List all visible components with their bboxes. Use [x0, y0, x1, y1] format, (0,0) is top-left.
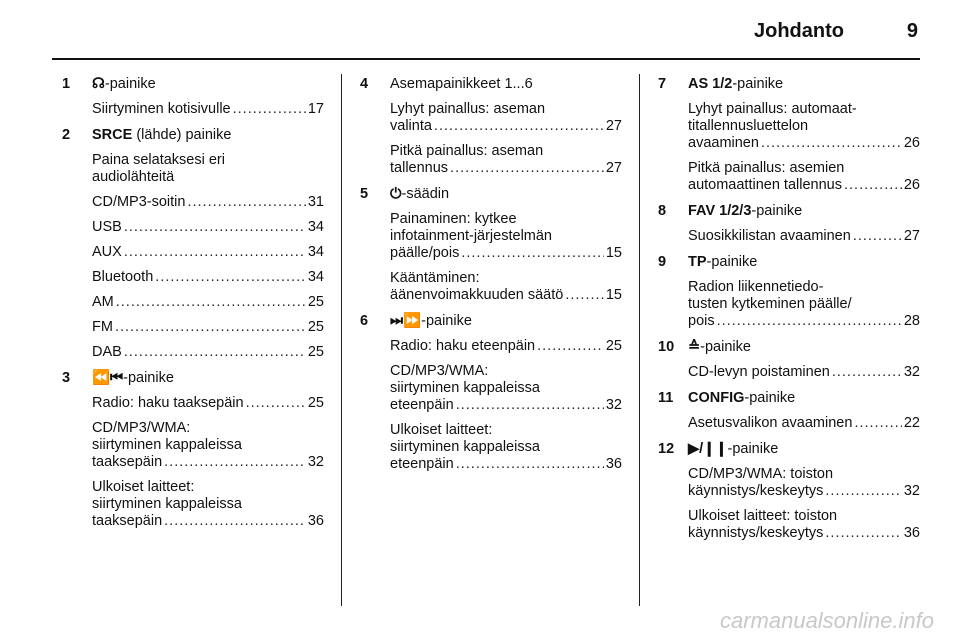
control-number: 2 — [62, 127, 71, 143]
control-title — [688, 76, 920, 93]
index-entry — [688, 466, 920, 500]
index-entry — [390, 338, 622, 355]
index-entry — [688, 279, 920, 330]
entry-text: Paina selataksesi eri — [92, 152, 225, 168]
entry-text: Ulkoiset laitteet: — [390, 422, 493, 438]
entry-reference — [92, 513, 324, 530]
control-heading — [658, 441, 920, 458]
control-number: 7 — [658, 76, 667, 92]
entry-text: pois — [688, 313, 715, 329]
control-item — [360, 76, 622, 177]
dot-leader — [853, 228, 902, 245]
dot-leader — [832, 364, 902, 381]
index-entry — [688, 101, 920, 152]
entry-text: AM — [92, 294, 114, 310]
entry-text: Lyhyt painallus: automaat- — [688, 101, 857, 117]
control-heading — [658, 203, 920, 220]
entry-reference — [688, 313, 920, 330]
dot-leader — [461, 245, 604, 262]
entry-reference — [688, 415, 920, 432]
entry-text: siirtyminen kappaleissa — [92, 437, 242, 453]
dot-leader — [717, 313, 902, 330]
entry-text: Suosikkilistan avaaminen — [688, 228, 851, 244]
entry-text: eteenpäin — [390, 397, 454, 413]
control-title — [92, 370, 324, 387]
index-entry — [92, 395, 324, 412]
dot-leader — [854, 415, 901, 432]
control-item — [658, 441, 920, 542]
page-reference[interactable]: 36 — [605, 456, 622, 472]
page-header — [0, 0, 960, 56]
page-reference[interactable]: 25 — [605, 338, 622, 354]
index-entry — [390, 363, 622, 414]
index-entry — [390, 270, 622, 304]
entry-reference — [390, 397, 622, 414]
entry-text: Radio: haku eteenpäin — [390, 338, 536, 354]
entry-reference — [92, 454, 324, 471]
control-title — [688, 390, 920, 407]
index-entry — [92, 194, 324, 211]
index-entry — [92, 319, 324, 336]
entry-text: siirtyminen kappaleissa — [390, 380, 540, 396]
entry-text: valinta — [390, 118, 432, 134]
control-symbol: AS 1/2 — [688, 76, 733, 92]
column-2 — [360, 76, 622, 482]
entry-text: Pitkä painallus: asemien — [688, 160, 845, 176]
index-entry — [688, 364, 920, 381]
column-divider — [639, 74, 640, 606]
page-reference[interactable]: 17 — [307, 101, 324, 117]
dot-leader — [456, 397, 604, 414]
control-title — [390, 313, 622, 330]
index-entry — [92, 269, 324, 286]
control-label: -painike — [727, 441, 779, 457]
entry-text: käynnistys/keskeytys — [688, 483, 824, 499]
index-entry — [92, 219, 324, 236]
dot-leader — [761, 135, 902, 152]
entry-text: Radio: haku taaksepäin — [92, 395, 244, 411]
dot-leader — [450, 160, 604, 177]
entry-text: tallennus — [390, 160, 449, 176]
control-title — [688, 339, 920, 356]
page-reference[interactable]: 32 — [307, 454, 324, 470]
dot-leader — [233, 101, 306, 118]
entry-reference — [688, 228, 920, 245]
control-heading — [658, 390, 920, 407]
page-title: Johdanto — [754, 20, 844, 42]
entry-text: automaattinen tallennus — [688, 177, 842, 193]
control-item — [658, 254, 920, 330]
control-title — [688, 254, 920, 271]
index-entry — [92, 344, 324, 361]
entry-text: päälle/pois — [390, 245, 460, 261]
entry-text: siirtyminen kappaleissa — [390, 439, 540, 455]
entry-text: avaaminen — [688, 135, 759, 151]
control-label: -painike — [732, 76, 784, 92]
dot-leader — [115, 319, 306, 336]
index-entry — [390, 101, 622, 135]
control-heading — [658, 339, 920, 356]
page-reference[interactable]: 32 — [605, 397, 622, 413]
control-number: 8 — [658, 203, 667, 219]
dot-leader — [825, 483, 901, 500]
control-heading — [658, 254, 920, 271]
control-number: 12 — [658, 441, 675, 457]
page-reference[interactable]: 27 — [605, 160, 622, 176]
page-reference[interactable]: 15 — [605, 287, 622, 303]
control-symbol: ▶/❙❙ — [688, 441, 728, 457]
control-symbol: CONFIG — [688, 390, 745, 406]
dot-leader — [124, 244, 306, 261]
control-number: 3 — [62, 370, 71, 386]
entry-reference — [390, 338, 622, 355]
page-reference[interactable]: 25 — [307, 294, 324, 310]
entry-reference — [688, 177, 920, 194]
entry-text: Painaminen: kytkee — [390, 211, 517, 227]
control-label: -painike — [751, 203, 803, 219]
control-symbol: ⏻ — [390, 186, 402, 202]
index-entry — [390, 211, 622, 262]
entry-text: Lyhyt painallus: aseman — [390, 101, 546, 117]
control-label: -painike — [123, 370, 174, 386]
entry-text: CD-levyn poistaminen — [688, 364, 830, 380]
control-label: -painike — [744, 390, 796, 406]
control-symbol: TP — [688, 254, 707, 270]
entry-text: audiolähteitä — [92, 169, 175, 185]
dot-leader — [155, 269, 306, 286]
entry-reference — [92, 101, 324, 118]
control-symbol: ⏪⏮ — [92, 370, 124, 386]
control-heading — [62, 370, 324, 387]
control-item — [62, 127, 324, 361]
page-number: 9 — [906, 20, 918, 42]
entry-text: käynnistys/keskeytys — [688, 525, 824, 541]
column-divider — [341, 74, 342, 606]
dot-leader — [825, 525, 901, 542]
entry-text: CD/MP3/WMA: toiston — [688, 466, 834, 482]
entry-text: titallennusluettelon — [688, 118, 809, 134]
index-entry — [688, 508, 920, 542]
entry-text: FM — [92, 319, 113, 335]
entry-reference — [390, 287, 622, 304]
control-label: Asemapainikkeet 1...6 — [390, 76, 533, 92]
control-item — [360, 186, 622, 304]
entry-text: taaksepäin — [92, 454, 163, 470]
control-title — [390, 186, 622, 203]
entry-text: Ulkoiset laitteet: toiston — [688, 508, 838, 524]
control-symbol: ⏭⏩ — [390, 313, 422, 329]
column-1 — [62, 76, 324, 539]
page-reference[interactable]: 34 — [307, 244, 324, 260]
dot-leader — [246, 395, 306, 412]
control-symbol: FAV 1/2/3 — [688, 203, 752, 219]
control-heading — [360, 186, 622, 203]
dot-leader — [434, 118, 604, 135]
page-reference[interactable]: 28 — [903, 313, 920, 329]
page-reference[interactable]: 22 — [903, 415, 920, 431]
entry-reference — [390, 160, 622, 177]
entry-reference — [688, 364, 920, 381]
control-symbol: ≙ — [688, 339, 701, 355]
page-reference[interactable]: 27 — [903, 228, 920, 244]
control-symbol: SRCE — [92, 127, 133, 143]
dot-leader — [116, 294, 306, 311]
page-reference[interactable]: 34 — [307, 219, 324, 235]
dot-leader — [124, 219, 306, 236]
entry-text: Bluetooth — [92, 269, 154, 285]
page-reference[interactable]: 36 — [903, 525, 920, 541]
control-item — [360, 313, 622, 473]
page-reference[interactable]: 32 — [903, 483, 920, 499]
index-entry — [92, 420, 324, 471]
column-3 — [658, 76, 920, 551]
index-entry — [688, 415, 920, 432]
entry-reference — [688, 525, 920, 542]
index-entry — [92, 479, 324, 530]
control-label: -painike — [700, 339, 751, 355]
page-reference[interactable]: 34 — [307, 269, 324, 285]
page-reference[interactable]: 15 — [605, 245, 622, 261]
entry-text: eteenpäin — [390, 456, 454, 472]
control-item — [658, 76, 920, 194]
control-symbol: ☊ — [92, 76, 105, 92]
entry-text: Asetusvalikon avaaminen — [688, 415, 853, 431]
index-entry — [688, 160, 920, 194]
control-label: -säädin — [401, 186, 450, 202]
control-title — [688, 441, 920, 458]
control-title — [688, 203, 920, 220]
control-label: -painike — [421, 313, 472, 329]
entry-text: äänenvoimakkuuden säätö — [390, 287, 564, 303]
control-item — [62, 370, 324, 530]
entry-reference — [390, 118, 622, 135]
entry-text: CD/MP3-soitin — [92, 194, 186, 210]
control-title — [92, 127, 324, 144]
page-reference[interactable]: 25 — [307, 395, 324, 411]
control-number: 1 — [62, 76, 71, 92]
entry-text: CD/MP3/WMA: — [92, 420, 191, 436]
control-item — [62, 76, 324, 118]
control-label: (lähde) painike — [132, 127, 232, 143]
entry-reference — [92, 294, 324, 311]
page-reference[interactable]: 26 — [903, 177, 920, 193]
control-heading — [360, 313, 622, 330]
control-heading — [658, 76, 920, 93]
control-number: 5 — [360, 186, 369, 202]
entry-text: Radion liikennetiedo- — [688, 279, 824, 295]
control-heading — [62, 127, 324, 144]
control-number: 6 — [360, 313, 369, 329]
index-entry — [390, 422, 622, 473]
control-heading — [62, 76, 324, 93]
control-number: 9 — [658, 254, 667, 270]
control-item — [658, 339, 920, 381]
control-number: 10 — [658, 339, 675, 355]
entry-reference — [92, 319, 324, 336]
entry-text: infotainment-järjestelmän — [390, 228, 552, 244]
dot-leader — [164, 454, 306, 471]
index-entry — [390, 143, 622, 177]
entry-reference — [92, 395, 324, 412]
index-entry — [688, 228, 920, 245]
entry-text: Siirtyminen kotisivulle — [92, 101, 231, 117]
entry-reference — [92, 219, 324, 236]
control-item — [658, 390, 920, 432]
entry-text: siirtyminen kappaleissa — [92, 496, 242, 512]
control-number: 4 — [360, 76, 369, 92]
dot-leader — [124, 344, 306, 361]
entry-text: USB — [92, 219, 122, 235]
index-entry — [92, 294, 324, 311]
header-divider — [52, 58, 920, 60]
dot-leader — [164, 513, 306, 530]
entry-text: Ulkoiset laitteet: — [92, 479, 195, 495]
entry-text: AUX — [92, 244, 122, 260]
entry-reference — [92, 244, 324, 261]
entry-text: DAB — [92, 344, 122, 360]
page-reference[interactable]: 36 — [307, 513, 324, 529]
index-entry — [92, 101, 324, 118]
control-number: 11 — [658, 390, 674, 406]
control-title — [390, 76, 622, 93]
page-reference[interactable]: 25 — [307, 319, 324, 335]
entry-reference — [92, 194, 324, 211]
entry-reference — [92, 344, 324, 361]
entry-text: Kääntäminen: — [390, 270, 480, 286]
control-label: -painike — [706, 254, 758, 270]
entry-text: tusten kytkeminen päälle/ — [688, 296, 852, 312]
entry-reference — [390, 245, 622, 262]
dot-leader — [187, 194, 305, 211]
page-reference[interactable]: 27 — [605, 118, 622, 134]
page-reference[interactable]: 31 — [307, 194, 324, 210]
index-entry — [92, 244, 324, 261]
entry-text: Pitkä painallus: aseman — [390, 143, 544, 159]
watermark: carmanualsonline.info — [719, 608, 934, 633]
entry-text: taaksepäin — [92, 513, 163, 529]
control-label: -painike — [104, 76, 156, 92]
entry-text: CD/MP3/WMA: — [390, 363, 489, 379]
dot-leader — [537, 338, 604, 355]
control-title — [92, 76, 324, 93]
control-heading — [360, 76, 622, 93]
page-reference[interactable]: 32 — [903, 364, 920, 380]
page-reference[interactable]: 25 — [307, 344, 324, 360]
entry-reference — [688, 483, 920, 500]
page-reference[interactable]: 26 — [903, 135, 920, 151]
entry-reference — [390, 456, 622, 473]
entry-reference — [92, 269, 324, 286]
dot-leader — [844, 177, 902, 194]
index-entry — [92, 152, 324, 186]
control-item — [658, 203, 920, 245]
entry-reference — [688, 135, 920, 152]
dot-leader — [565, 287, 604, 304]
dot-leader — [456, 456, 604, 473]
